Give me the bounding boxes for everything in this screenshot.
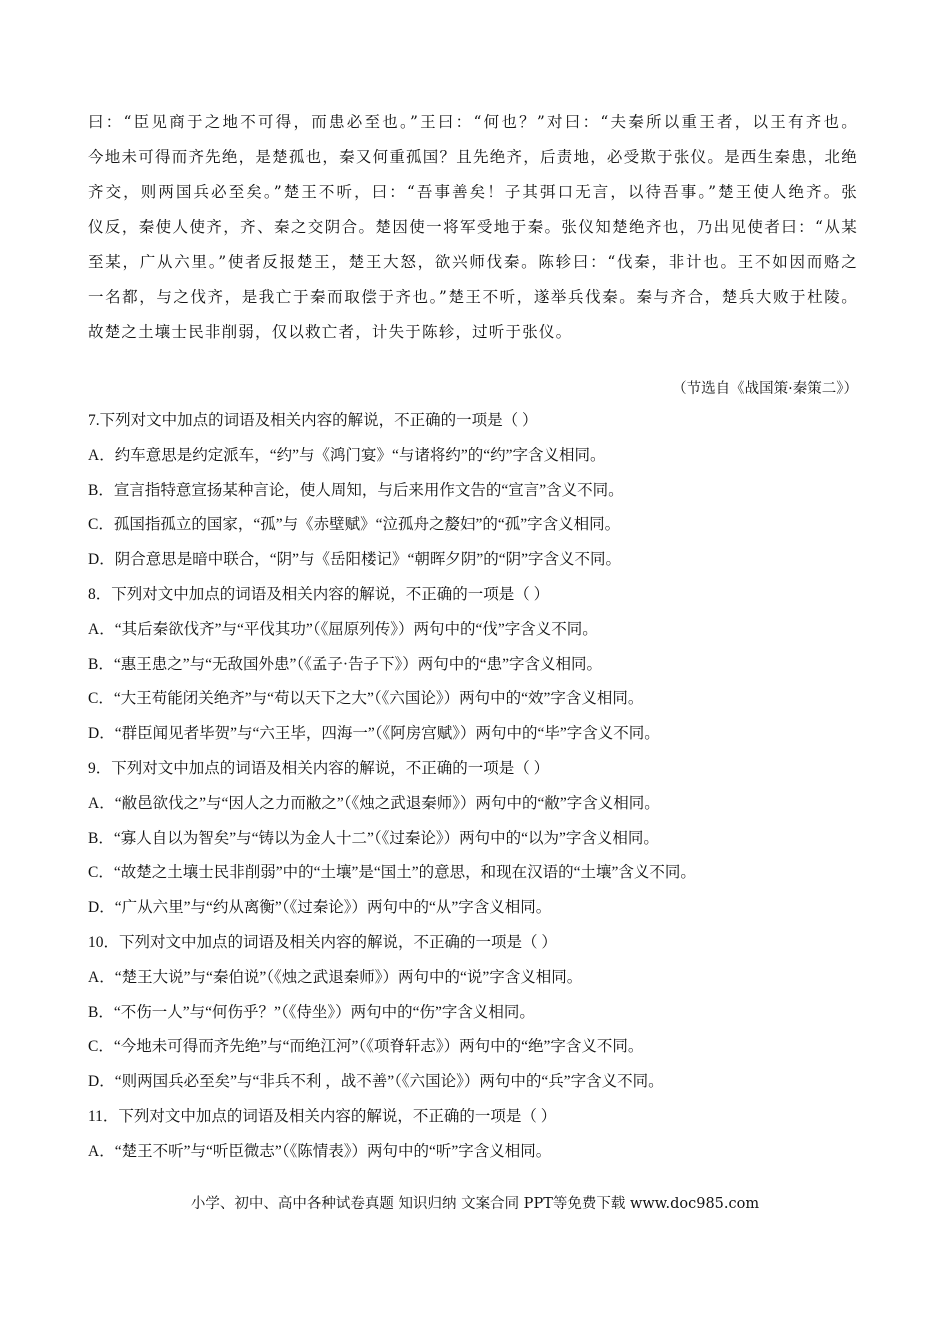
passage-line: 一名都，与之伐齐，是我亡于秦而取偿于齐也。”楚王不听，遂举兵伐秦。秦与齐合，楚兵大败于杜陵。 — [88, 288, 858, 306]
question-option: D．“群臣闻见者毕贺”与“六王毕，四海一”（《阿房宫赋》）两句中的“毕”字含义不同。 — [88, 725, 660, 743]
question-stem-7: 7.下列对文中加点的词语及相关内容的解说，不正确的一项是（ ） — [88, 412, 538, 429]
passage-line: 仪反，秦使人使齐，齐、秦之交阴合。楚因使一将军受地于秦。张仪知楚绝齐也，乃出见使者曰：“从某 — [88, 218, 858, 236]
question-option: D．阴合意思是暗中联合，“阴”与《岳阳楼记》“朝晖夕阴”的“阴”字含义不同。 — [88, 551, 621, 569]
passage-source: （节选自《战国策·秦策二》） — [672, 381, 858, 397]
question-option: C．“大王苟能闭关绝齐”与“苟以天下之大”（《六国论》）两句中的“效”字含义相同。 — [88, 690, 644, 708]
passage-line: 至某，广从六里。”使者反报楚王，楚王大怒，欲兴师伐秦。陈轸曰：“伐秦，非计也。王不如因而赂之 — [88, 253, 858, 271]
question-option: A．“楚王不听”与“听臣微志”（《陈情表》）两句中的“听”字含义相同。 — [88, 1142, 552, 1160]
question-stem-10: 10．下列对文中加点的词语及相关内容的解说，不正确的一项是（ ） — [88, 933, 557, 951]
question-option: C．“故楚之土壤士民非削弱”中的“土壤”是“国土”的意思，和现在汉语的“土壤”含义不同。 — [88, 864, 696, 882]
question-option: B．“不伤一人”与“何伤乎？”（《侍坐》）两句中的“伤”字含义相同。 — [88, 1003, 535, 1021]
question-stem-9: 9．下列对文中加点的词语及相关内容的解说，不正确的一项是（ ） — [88, 759, 550, 777]
question-option: C．孤国指孤立的国家，“孤”与《赤壁赋》“泣孤舟之嫠妇”的“孤”字含义相同。 — [88, 516, 621, 534]
passage-line: 今地未可得而齐先绝，是楚孤也，秦又何重孤国？且先绝齐，后责地，必受欺于张仪。是西生秦患，北绝 — [88, 148, 858, 166]
passage-text — [88, 112, 858, 357]
passage-line: 故楚之土壤士民非削弱，仅以救亡者，计失于陈轸，过听于张仪。 — [88, 323, 573, 341]
question-option: A．“楚王大说”与“秦伯说”（《烛之武退秦师》）两句中的“说”字含义相同。 — [88, 968, 583, 986]
question-stem-11: 11．下列对文中加点的词语及相关内容的解说，不正确的一项是（ ） — [88, 1107, 557, 1125]
question-option: B．“寡人自以为智矣”与“铸以为金人十二”（《过秦论》）两句中的“以为”字含义相同。 — [88, 829, 659, 847]
passage-line: 齐交，则两国兵必至矣。”楚王不听，曰：“吾事善矣！子其弭口无言，以待吾事。”楚王使人绝齐。张 — [88, 183, 858, 201]
question-option: D．“则两国兵必至矣”与“非兵不利 ，战不善”（《六国论》）两句中的“兵”字含义不同。 — [88, 1073, 664, 1091]
passage-line: 曰：“臣见商于之地不可得，而患必至也。”王曰：“何也？”对曰：“夫秦所以重王者，以王有齐也。 — [88, 113, 858, 131]
question-option: A．“敝邑欲伐之”与“因人之力而敝之”（《烛之武退秦师》）两句中的“敝”字含义相同。 — [88, 794, 660, 812]
question-option: C．“今地未可得而齐先绝”与“而绝江河”（《项脊轩志》）两句中的“绝”字含义不同。 — [88, 1038, 644, 1056]
page-footer: 小学、初中、高中各种试卷真题 知识归纳 文案合同 PPT等免费下载 www.doc985.com — [190, 1196, 760, 1212]
question-option: A．约车意思是约定派车，“约”与《鸿门宴》“与诸将约”的“约”字含义相同。 — [88, 446, 606, 464]
question-option: B．“惠王患之”与“无敌国外患”（《孟子·告子下》）两句中的“患”字含义相同。 — [88, 655, 603, 673]
question-stem-8: 8．下列对文中加点的词语及相关内容的解说，不正确的一项是（ ） — [88, 585, 550, 603]
question-option: B．宣言指特意宣扬某种言论，使人周知，与后来用作文告的“宣言”含义不同。 — [88, 481, 624, 499]
question-option: A．“其后秦欲伐齐”与“平伐其功”（《屈原列传》）两句中的“伐”字含义不同。 — [88, 620, 598, 638]
question-list — [88, 411, 868, 1177]
question-option: D．“广从六里”与“约从离衡”（《过秦论》）两句中的“从”字含义相同。 — [88, 899, 552, 917]
